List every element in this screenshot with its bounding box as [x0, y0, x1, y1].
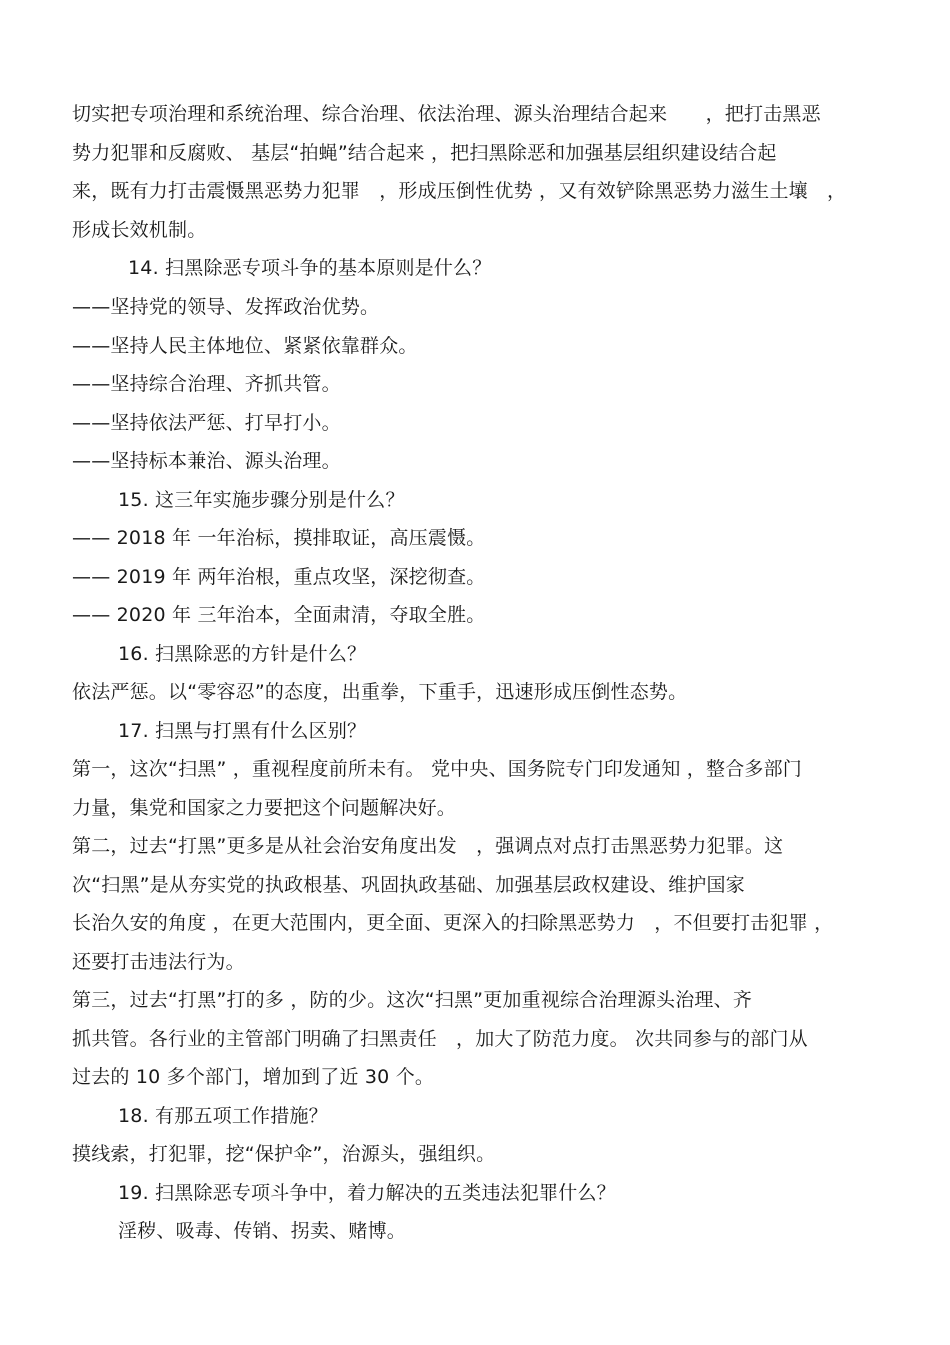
answer-text: 抓共管。各行业的主管部门明确了扫黑责任 ，加大了防范力度。 次共同参与的部门从: [72, 1028, 808, 1050]
principle-item: ——坚持人民主体地位、紧紧依靠群众。: [72, 335, 418, 357]
answer-text: 次“扫黑”是从夯实党的执政根基、巩固执政基础、加强基层政权建设、维护国家: [72, 874, 745, 896]
answer-text: 摸线索，打犯罪，挖“保护伞”，治源头，强组织。: [72, 1143, 496, 1165]
answer-text: 第三，过去“打黑”打的多 ，防的少。这次“扫黑”更加重视综合治理源头治理、齐: [72, 989, 753, 1011]
answer-text: 力量，集党和国家之力要把这个问题解决好。: [72, 797, 457, 819]
step-item: —— 2020 年 三年治本，全面肃清，夺取全胜。: [72, 604, 486, 626]
step-item: —— 2018 年 一年治标，摸排取证，高压震慑。: [72, 527, 486, 549]
answer-text: 第二，过去“打黑”更多是从社会治安角度出发 ，强调点对点打击黑恶势力犯罪。这: [72, 835, 784, 857]
text-line: 形成长效机制。: [72, 219, 207, 241]
answer-text: 过去的 10 多个部门，增加到了近 30 个。: [72, 1066, 435, 1088]
text-line: 来，既有力打击震慑黑恶势力犯罪 ，形成压倒性优势 ，又有效铲除黑恶势力滋生土壤 ，: [72, 180, 847, 202]
question-heading: 14. 扫黑除恶专项斗争的基本原则是什么？: [128, 257, 492, 279]
principle-item: ——坚持依法严惩、打早打小。: [72, 412, 341, 434]
answer-text: 依法严惩。以“零容忍”的态度，出重拳，下重手，迅速形成压倒性态势。: [72, 681, 688, 703]
principle-item: ——坚持党的领导、发挥政治优势。: [72, 296, 380, 318]
answer-text: 还要打击违法行为。: [72, 951, 245, 973]
answer-text: 长治久安的角度 ，在更大范围内，更全面、更深入的扫除黑恶势力 ，不但要打击犯罪 ，: [72, 912, 834, 934]
question-heading: 15. 这三年实施步骤分别是什么？: [118, 489, 405, 511]
answer-text: 第一，这次“扫黑” ，重视程度前所未有。 党中央、国务院专门印发通知 ，整合多部门: [72, 758, 803, 780]
principle-item: ——坚持综合治理、齐抓共管。: [72, 373, 341, 395]
principle-item: ——坚持标本兼治、源头治理。: [72, 450, 341, 472]
text-line: 切实把专项治理和系统治理、综合治理、依法治理、源头治理结合起来 ，把打击黑恶: [72, 103, 821, 125]
text-line: 势力犯罪和反腐败、 基层“拍蝇”结合起来 ，把扫黑除恶和加强基层组织建设结合起: [72, 142, 777, 164]
question-heading: 17. 扫黑与打黑有什么区别？: [118, 720, 367, 742]
answer-text: 淫秽、吸毒、传销、拐卖、赌博。: [118, 1220, 407, 1242]
question-heading: 19. 扫黑除恶专项斗争中，着力解决的五类违法犯罪什么？: [118, 1182, 616, 1204]
question-heading: 18. 有那五项工作措施？: [118, 1105, 328, 1127]
step-item: —— 2019 年 两年治根，重点攻坚，深挖彻查。: [72, 566, 486, 588]
question-heading: 16. 扫黑除恶的方针是什么？: [118, 643, 367, 665]
